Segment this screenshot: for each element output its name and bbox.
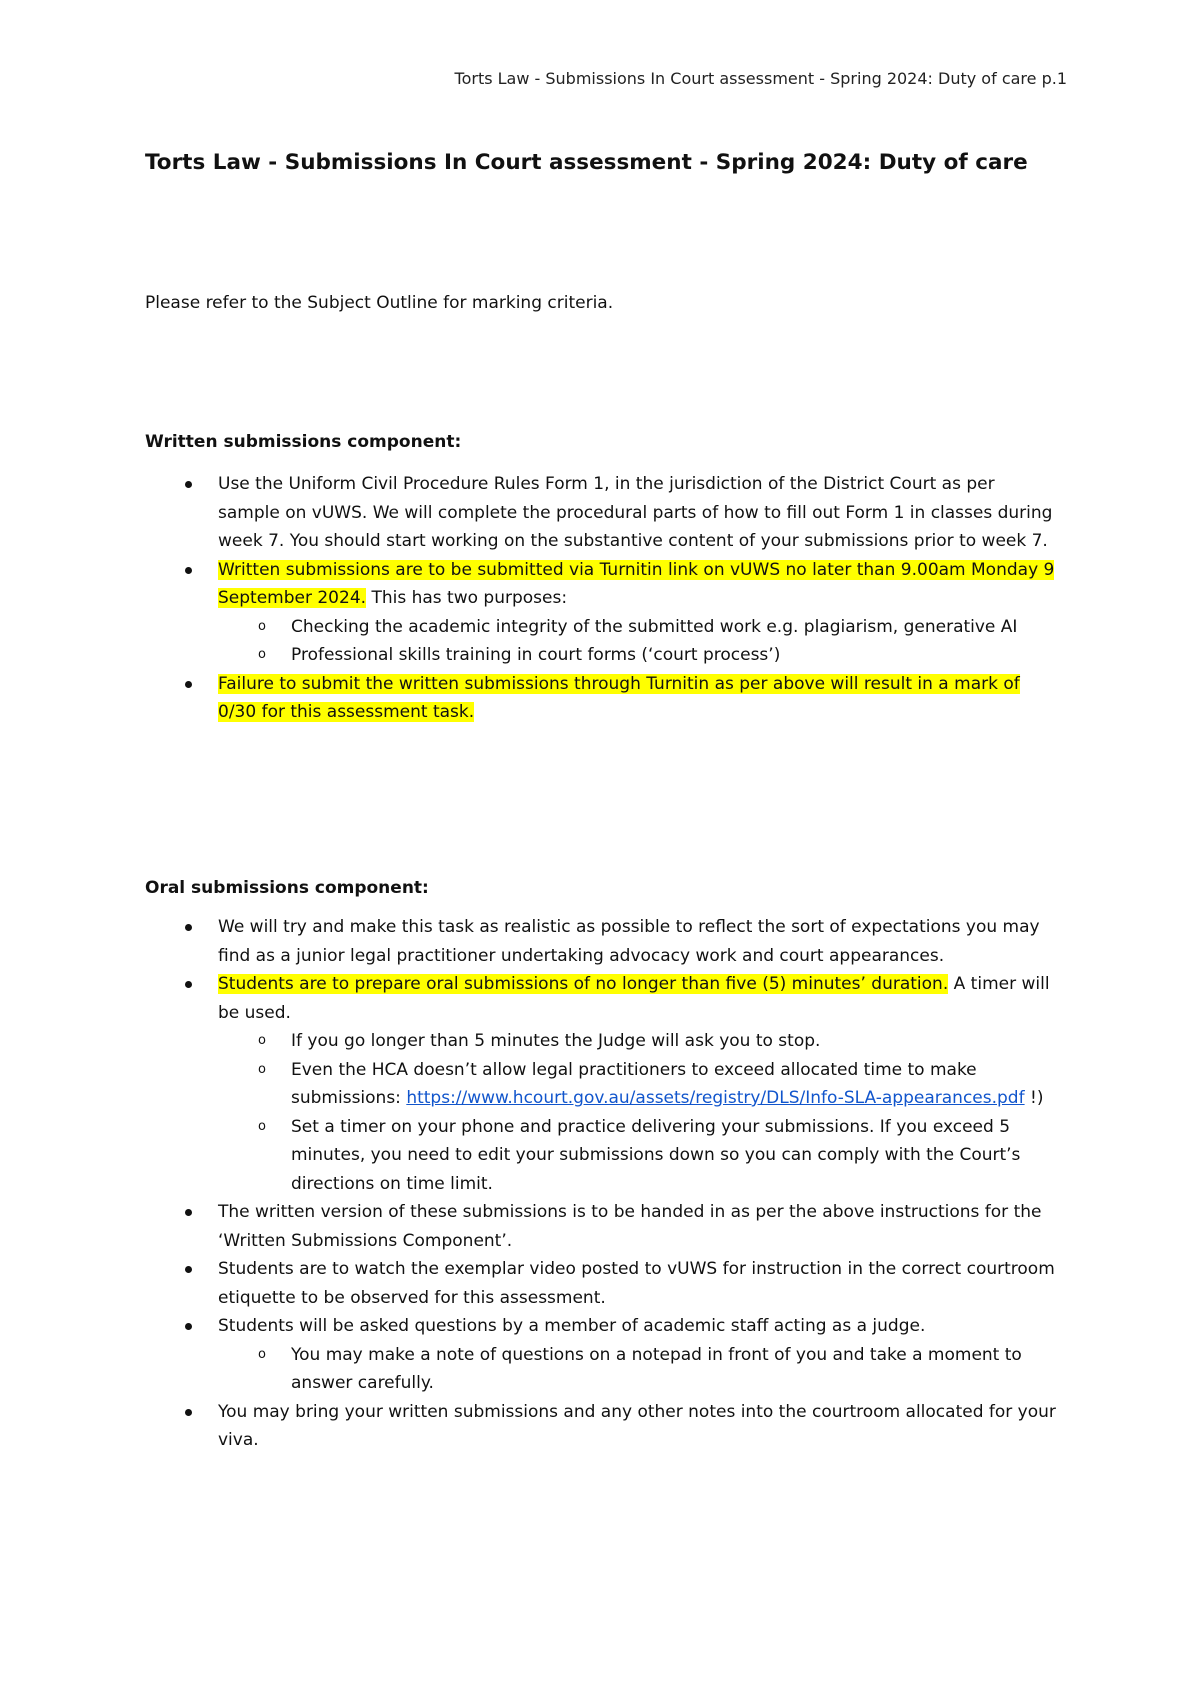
written-item-3-highlight: Failure to submit the written submissions through Turnitin as per above will result in a mark of 0/30 for this assessment task. — [218, 673, 1020, 722]
oral-item-6-text: You may bring your written submissions and any other notes into the courtroom allocated for your viva. — [218, 1401, 1056, 1450]
written-section-heading: Written submissions component: — [145, 432, 462, 452]
sub-list-item — [258, 641, 1061, 670]
bullet-icon — [185, 567, 192, 574]
oral-sub-item-2-text: Even the HCA doesn’t allow legal practitioners to exceed allocated time to make submissions: — [291, 1059, 977, 1108]
oral-bullet-list — [0, 913, 1200, 1455]
written-item-1-text: Use the Uniform Civil Procedure Rules Form 1, in the jurisdiction of the District Court as per sample on vUWS. We will complete the procedural parts of how to fill out Form 1 in classes during week 7. You should start working on the substantive content of your submissions prior to week 7. — [218, 474, 1053, 551]
sub-list-item — [258, 1341, 1061, 1398]
list-item — [218, 1198, 1058, 1255]
list-item — [218, 1255, 1058, 1312]
bullet-icon — [185, 1209, 192, 1216]
sub-bullet-icon: o — [258, 647, 266, 662]
bullet-icon — [185, 924, 192, 931]
intro-text: Please refer to the Subject Outline for marking criteria. — [145, 293, 614, 313]
bullet-icon — [185, 1323, 192, 1330]
sub-bullet-icon: o — [258, 1346, 266, 1362]
sub-list-item — [258, 1056, 1061, 1113]
sub-list-item — [258, 1113, 1061, 1199]
list-item — [218, 670, 1058, 727]
oral-item-4-text: Students are to watch the exemplar video posted to vUWS for instruction in the correct courtroom etiquette to be observed for this assessment. — [218, 1259, 1055, 1308]
sub-list-item — [258, 1027, 1061, 1056]
oral-sub-item-4-text: You may make a note of questions on a notepad in front of you and take a moment to answer carefully. — [291, 1344, 1022, 1393]
list-item — [218, 470, 1058, 556]
bullet-icon — [185, 481, 192, 488]
written-item-2-text: This has two purposes: — [366, 588, 568, 608]
page-header: Torts Law - Submissions In Court assessment - Spring 2024: Duty of care p.1 — [454, 69, 1067, 88]
oral-sub-list-2 — [218, 1341, 1058, 1398]
oral-sub-item-1-text: If you go longer than 5 minutes the Judge will ask you to stop. — [291, 1031, 821, 1051]
oral-item-2-text: A timer will be used. — [218, 974, 1050, 1023]
written-sub-list — [218, 613, 1058, 670]
written-item-2-highlight: Written submissions are to be submitted via Turnitin link on vUWS no later than 9.00am Monday 9 September 2024. — [218, 559, 1055, 608]
document-title: Torts Law - Submissions In Court assessment - Spring 2024: Duty of care — [145, 150, 1028, 175]
written-sub-item-2-text: Professional skills training in court forms (‘court process’) — [291, 645, 781, 665]
written-sub-item-1-text: Checking the academic integrity of the submitted work e.g. plagiarism, generative AI — [291, 616, 1018, 637]
sub-bullet-icon: o — [258, 1033, 266, 1048]
oral-item-1-text: We will try and make this task as realistic as possible to reflect the sort of expectations you may find as a junior legal practitioner undertaking advocacy work and court appearances. — [218, 917, 1040, 966]
list-item — [218, 556, 1058, 670]
sub-bullet-icon: o — [258, 1118, 266, 1134]
bullet-icon — [185, 1409, 192, 1416]
oral-item-3-text: The written version of these submissions is to be handed in as per the above instructions for the ‘Written Submissions Component’. — [218, 1202, 1042, 1251]
oral-sub-item-3-text: Set a timer on your phone and practice delivering your submissions. If you exceed 5 minutes, you need to edit your submissions down so you can comply with the Court’s directions on time limit. — [291, 1116, 1021, 1194]
oral-section-heading: Oral submissions component: — [145, 878, 429, 898]
bullet-icon — [185, 1266, 192, 1273]
sub-bullet-icon: o — [258, 1061, 266, 1077]
written-bullet-list — [0, 470, 1200, 727]
list-item — [218, 1312, 1058, 1398]
oral-sub-list — [218, 1027, 1058, 1198]
list-item — [218, 970, 1058, 1198]
hcourt-link[interactable]: https://www.hcourt.gov.au/assets/registry/DLS/Info-SLA-appearances.pdf — [406, 1088, 1025, 1108]
sub-list-item — [258, 613, 1061, 642]
oral-item-2-highlight: Students are to prepare oral submissions of no longer than five (5) minutes’ duration. — [218, 974, 949, 994]
bullet-icon — [185, 981, 192, 988]
bullet-icon — [185, 681, 192, 688]
list-item — [218, 1398, 1058, 1455]
sub-bullet-icon: o — [258, 618, 266, 634]
list-item — [218, 913, 1058, 970]
oral-item-5-text: Students will be asked questions by a member of academic staff acting as a judge. — [218, 1316, 926, 1336]
oral-sub-item-2-after: !) — [1024, 1088, 1044, 1108]
